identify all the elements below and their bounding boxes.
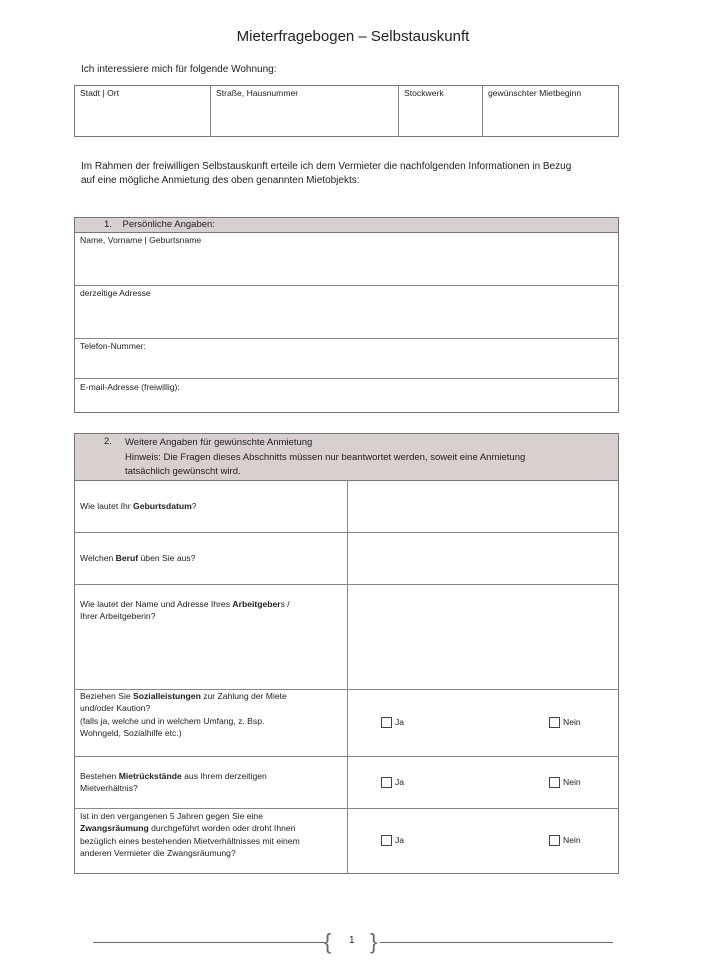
field-floor[interactable]: Stockwerk [404, 88, 444, 98]
label-no: Nein [563, 717, 581, 727]
intro-text: Ich interessiere mich für folgende Wohnung: [81, 64, 277, 75]
label-yes: Ja [395, 835, 405, 845]
page-title: Mieterfragebogen – Selbstauskunft [236, 28, 470, 45]
question-social-benefits: Beziehen Sie Sozialleistungen zur Zahlung der Miete und/oder Kaution? (falls ja, welche und in welchem Umfang, z. Bsp. Wohngeld, Sozialhilfe etc.) [80, 691, 287, 739]
question-eviction: Ist in den vergangenen 5 Jahren gegen Sie eine Zwangsräumung durchgeführt worden oder droht Ihnen bezüglich eines bestehenden Mietverhältnisses mit einem anderen Vermieter die Zwangsräumung? [80, 811, 300, 859]
section2-number: 2. [104, 436, 112, 447]
label-no: Nein [563, 777, 581, 787]
footer-bracket-right: } [370, 929, 378, 954]
field-move-in[interactable]: gewünschter Mietbeginn [488, 88, 582, 98]
label-yes: Ja [395, 717, 405, 727]
question-rent-arrears: Bestehen Mietrückstände aus Ihrem derzeitigen Mietverhältnis? [80, 771, 267, 794]
field-name[interactable]: Name, Vorname | Geburtsname [80, 235, 202, 245]
page-number: 1 [349, 935, 355, 946]
question-profession: Welchen Beruf üben Sie aus? [80, 553, 196, 563]
checkbox-arrears-yes[interactable] [381, 777, 392, 788]
checkbox-eviction-yes[interactable] [381, 835, 392, 846]
checkbox-eviction-no[interactable] [549, 835, 560, 846]
label-yes: Ja [395, 777, 405, 787]
question-birthdate: Wie lautet Ihr Geburtsdatum? [80, 501, 197, 511]
field-city[interactable]: Stadt | Ort [80, 88, 120, 98]
field-street[interactable]: Straße, Hausnummer [216, 88, 299, 98]
checkbox-arrears-no[interactable] [549, 777, 560, 788]
field-email[interactable]: E-mail-Adresse (freiwillig): [80, 382, 180, 392]
field-address[interactable]: derzeitige Adresse [80, 288, 151, 298]
footer-rule-right [380, 942, 613, 943]
answer-birthdate[interactable] [350, 482, 616, 530]
footer-bracket-left: { [324, 929, 332, 954]
answer-employer[interactable] [350, 586, 616, 686]
consent-paragraph: Im Rahmen der freiwilligen Selbstauskunft erteile ich dem Vermieter die nachfolgenden Informationen in Bezug auf eine mögliche Anmietung des oben genannten Mietobjekts: [81, 161, 572, 186]
section1-heading: 1. Persönliche Angaben: [104, 219, 215, 230]
checkbox-social-no[interactable] [549, 717, 560, 728]
answer-profession[interactable] [350, 534, 616, 582]
section2-heading: Weitere Angaben für gewünschte Anmietung Hinweis: Die Fragen dieses Abschnitts müssen nur beantwortet werden, soweit eine Anmietung tatsächlich gewünscht wird. [125, 437, 526, 477]
label-no: Nein [563, 835, 581, 845]
question-employer: Wie lautet der Name und Adresse Ihres Arbeitgebers / Ihrer Arbeitgeberin? [80, 599, 290, 622]
field-phone[interactable]: Telefon-Nummer: [80, 341, 146, 351]
footer-rule-left [93, 942, 325, 943]
checkbox-social-yes[interactable] [381, 717, 392, 728]
